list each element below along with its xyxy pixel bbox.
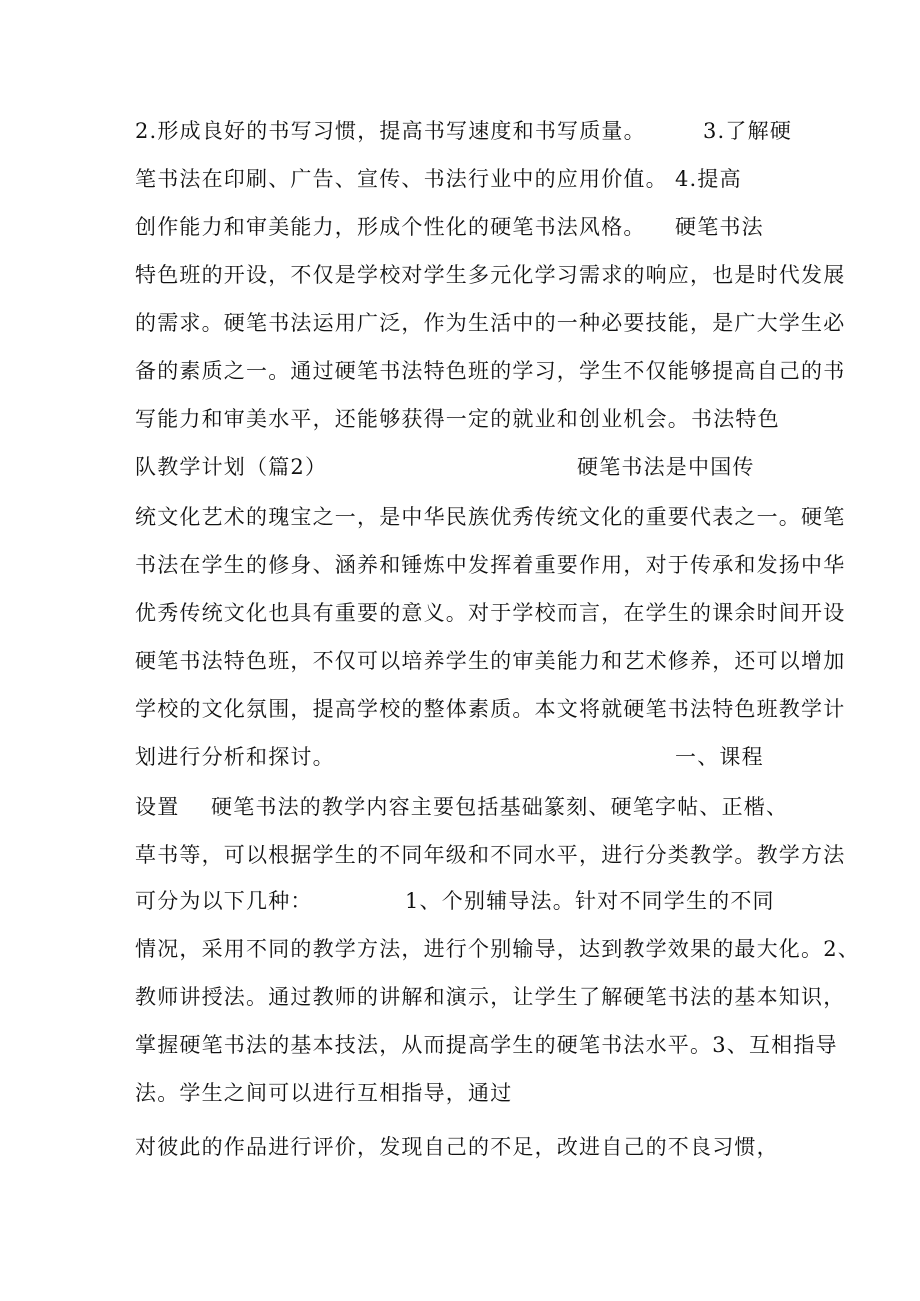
text-segment: 4.提高 (675, 167, 742, 191)
text-segment: 写能力和审美水平，还能够获得一定的就业和创业机会。 (135, 407, 690, 431)
text-segment: 书法特色 (691, 407, 780, 431)
text-segment: 优秀传统文化也具有重要的意义。对于学校而言，在学生的课余时间开设 (135, 601, 846, 625)
text-segment: 设置 (135, 795, 180, 819)
text-segment: 笔书法在印刷、广告、宣传、书法行业中的应用价值。 (135, 167, 668, 191)
text-segment: 书法在学生的修身、涵养和锤炼中发挥着重要作用，对于传承和发扬中华 (135, 553, 846, 577)
text-segment: 情况，采用不同的教学方法，进行个别输导，达到教学效果的最大化。2、 (135, 937, 860, 961)
text-segment: 硬笔书法 (675, 215, 764, 239)
text-segment: 硬笔书法是中国传 (577, 455, 755, 479)
text-segment: 特色班的开设，不仅是学校对学生多元化学习需求的响应，也是时代发展 (135, 263, 846, 287)
text-segment: 统文化艺术的瑰宝之一，是中华民族优秀传统文化的重要代表之一。硬笔 (135, 505, 846, 529)
text-segment: 法。学生之间可以进行互相指导，通过 (135, 1081, 513, 1105)
text-segment: 1、个别辅导法。针对不同学生的不同 (405, 889, 775, 913)
text-segment: 教师讲授法。通过教师的讲解和演示，让学生了解硬笔书法的基本知识， (135, 985, 846, 1009)
text-segment: 一、课程 (675, 745, 764, 769)
text-segment: 可分为以下几种： (135, 889, 313, 913)
text-segment: 对彼此的作品进行评价，发现自己的不足，改进自己的不良习惯， (135, 1135, 779, 1159)
text-segment: 队教学计划（篇2） (135, 455, 328, 479)
text-segment: 硬笔书法的教学内容主要包括基础篆刻、硬笔字帖、正楷、 (211, 795, 789, 819)
text-segment: 3.了解硬 (703, 119, 793, 143)
text-segment: 硬笔书法特色班，不仅可以培养学生的审美能力和艺术修养，还可以增加 (135, 649, 846, 673)
text-segment: 草书等，可以根据学生的不同年级和不同水平，进行分类教学。教学方法 (135, 843, 846, 867)
text-segment: 划进行分析和探讨。 (135, 745, 335, 769)
text-segment: 创作能力和审美能力，形成个性化的硬笔书法风格。 (135, 215, 646, 239)
text-segment: 备的素质之一。通过硬笔书法特色班的学习，学生不仅能够提高自己的书 (135, 359, 846, 383)
text-segment: 学校的文化氛围，提高学校的整体素质。本文将就硬笔书法特色班教学计 (135, 697, 846, 721)
text-segment: 2.形成良好的书写习惯，提高书写速度和书写质量。 (135, 119, 646, 143)
text-segment: 的需求。硬笔书法运用广泛，作为生活中的一种必要技能，是广大学生必 (135, 311, 846, 335)
text-segment: 掌握硬笔书法的基本技法，从而提高学生的硬笔书法水平。3、互相指导 (135, 1033, 838, 1057)
